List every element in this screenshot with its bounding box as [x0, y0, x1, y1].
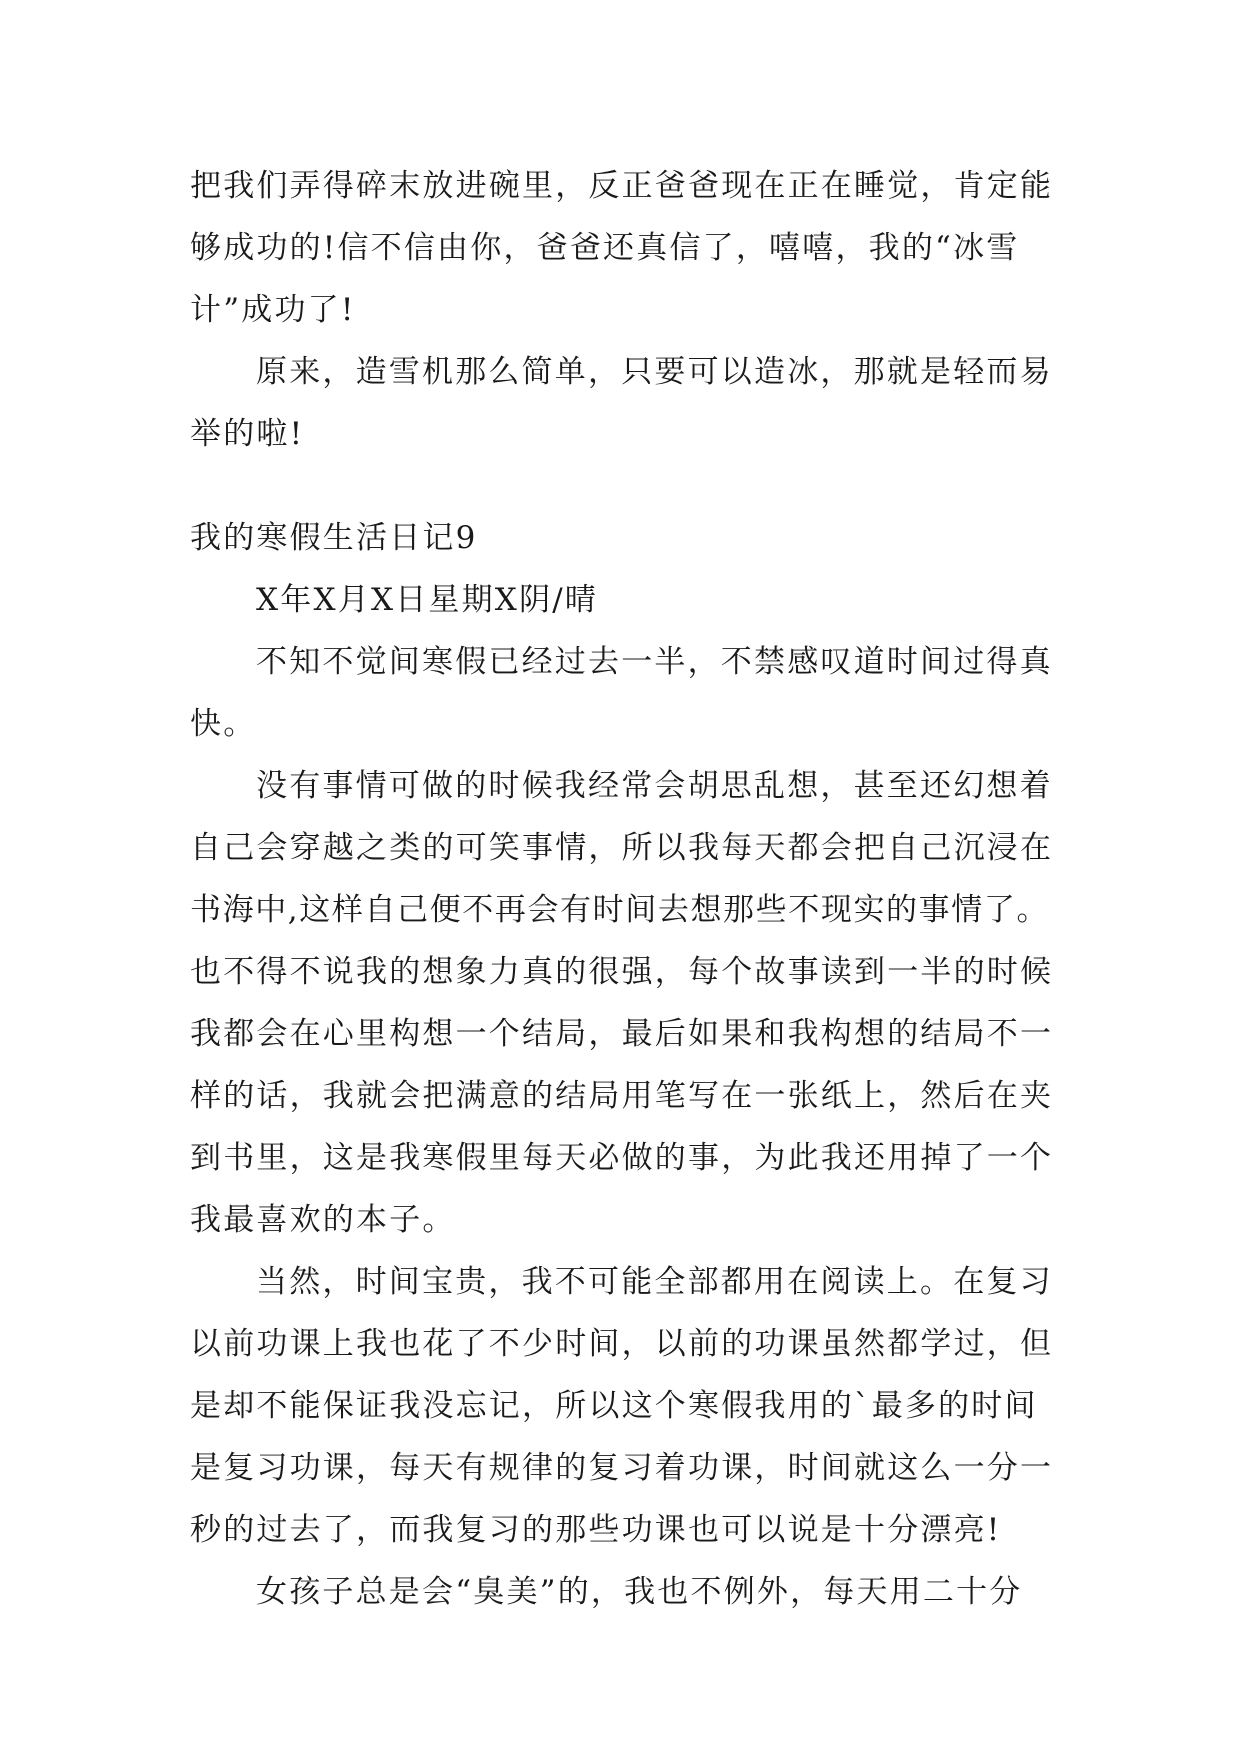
text-line: 把我们弄得碎末放进碗里，反正爸爸现在正在睡觉，肯定能 — [190, 168, 1054, 204]
text-line: 也不得不说我的想象力真的很强，每个故事读到一半的时候 — [190, 954, 1054, 990]
text-line: 书海中,这样自己便不再会有时间去想那些不现实的事情了。 — [190, 892, 1050, 928]
diary-title: 我的寒假生活日记9 — [190, 520, 478, 556]
text-line: 秒的过去了，而我复习的那些功课也可以说是十分漂亮! — [190, 1512, 1002, 1548]
text-line: 是复习功课，每天有规律的复习着功课，时间就这么一分一 — [190, 1450, 1054, 1486]
text-line: 到书里，这是我寒假里每天必做的事，为此我还用掉了一个 — [190, 1140, 1054, 1176]
text-line: 原来，造雪机那么简单，只要可以造冰，那就是轻而易 — [256, 354, 1053, 390]
text-line: 我都会在心里构想一个结局，最后如果和我构想的结局不一 — [190, 1016, 1054, 1052]
text-line: 当然，时间宝贵，我不可能全部都用在阅读上。在复习 — [256, 1264, 1053, 1300]
text-line: 样的话，我就会把满意的结局用笔写在一张纸上，然后在夹 — [190, 1078, 1054, 1114]
diary-date: X年X月X日星期X阴/晴 — [256, 582, 599, 618]
text-line: 快。 — [190, 706, 257, 742]
text-line: 我最喜欢的本子。 — [190, 1202, 456, 1238]
text-line: 自己会穿越之类的可笑事情，所以我每天都会把自己沉浸在 — [190, 830, 1054, 866]
text-line: 不知不觉间寒假已经过去一半，不禁感叹道时间过得真 — [256, 644, 1053, 680]
text-line: 够成功的!信不信由你，爸爸还真信了，嘻嘻，我的“冰雪 — [190, 230, 1020, 266]
text-line: 计”成功了! — [190, 292, 356, 328]
text-line: 女孩子总是会“臭美”的，我也不例外，每天用二十分 — [256, 1574, 1023, 1610]
text-line: 以前功课上我也花了不少时间，以前的功课虽然都学过，但 — [190, 1326, 1054, 1362]
text-line: 没有事情可做的时候我经常会胡思乱想，甚至还幻想着 — [256, 768, 1053, 804]
text-line: 是却不能保证我没忘记，所以这个寒假我用的`最多的时间 — [190, 1388, 1038, 1424]
text-line: 举的啦! — [190, 416, 305, 452]
